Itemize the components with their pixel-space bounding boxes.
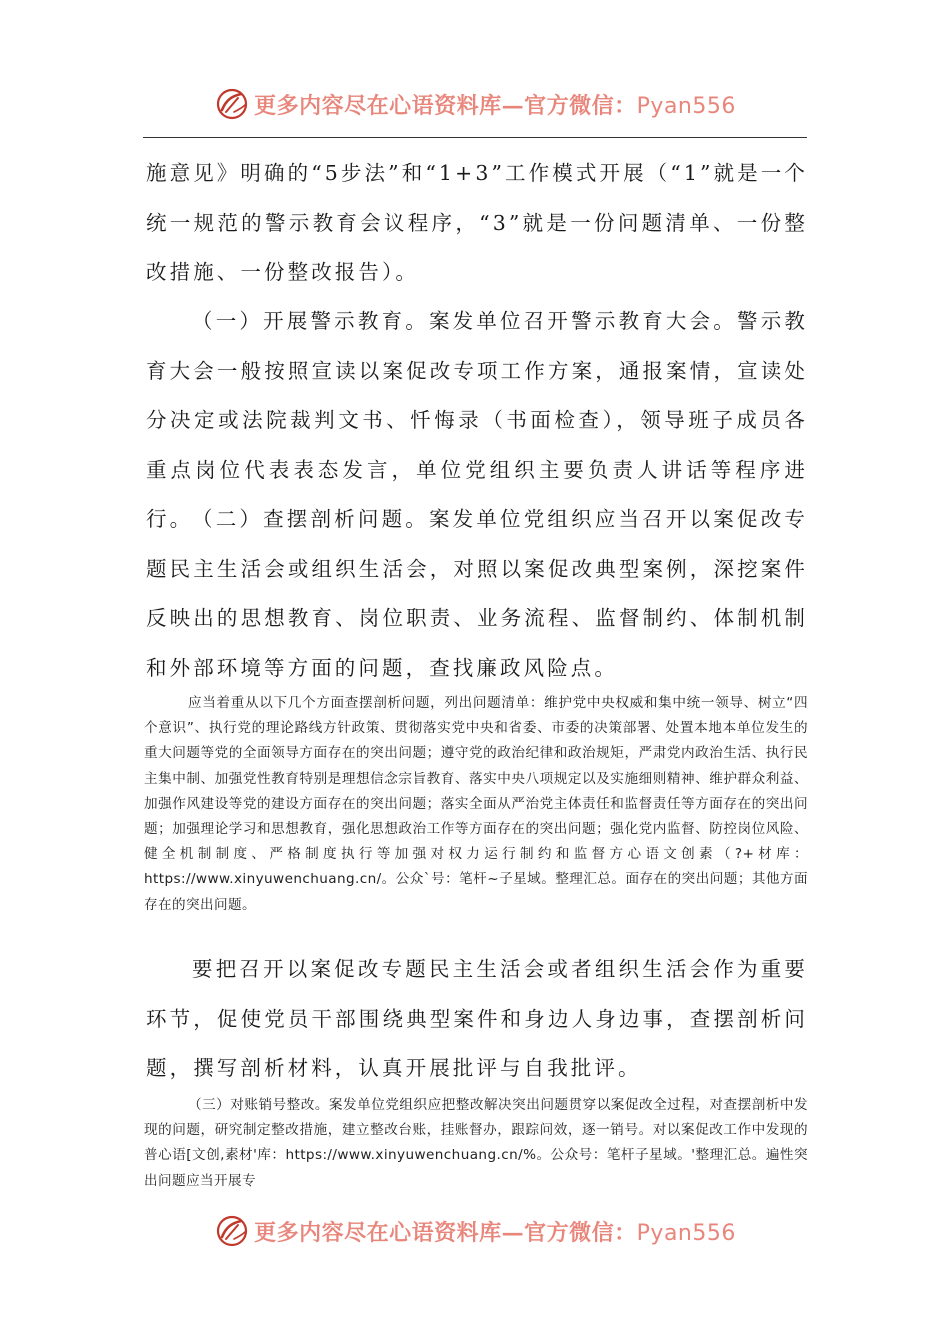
header-divider [143,137,807,138]
paragraph-2: （一）开展警示教育。案发单位召开警示教育大会。警示教育大会一般按照宣读以案促改专项工作方案，通报案情，宣读处分决定或法院裁判文书、忏悔录（书面检查），领导班子成员各重点岗位代表表态发言，单位党组织主要负责人讲话等程序进行。 [146,309,808,531]
brand-text: 更多内容尽在心语资料库—官方微信：Pyan556 [254,92,736,119]
paragraph-1: 施意见》明确的“5步法”和“1+3”工作模式开展（“1”就是一个统一规范的警示教育会议程序，“3”就是一份问题清单、一份整改措施、一份整改报告）。 [146,161,808,284]
paragraph-5: 要把召开以案促改专题民主生活会或者组织生活会作为重要环节，促使党员干部围绕典型案件和身边人身边事，查摆剖析问题，撰写剖析材料，认真开展批评与自我批评。 [146,957,808,1080]
pen-signature-icon [214,86,250,122]
paragraph-6: （三）对账销号整改。案发单位党组织应把整改解决突出问题贯穿以案促改全过程，对查摆剖析中发现的问题，研究制定整改措施，建立整改台账，挂账督办，跟踪问效，逐一销号。对以案促改工作中发现的普心语[文创,素材'库：https://www.xinyuwenchuang.cn/%。公众号：笔杆子星域。'整理汇总。遍性突出问题应当开展专 [144,1097,808,1189]
header-watermark [0,82,950,126]
footer-watermark [0,1209,950,1253]
pen-signature-icon [214,1213,250,1249]
paragraph-3: （二）查摆剖析问题。案发单位党组织应当召开以案促改专题民主生活会或组织生活会，对照以案促改典型案例，深挖案件反映出的思想教育、岗位职责、业务流程、监督制约、体制机制和外部环境等方面的问题，查找廉政风险点。 [146,507,808,680]
paragraph-4: 应当着重从以下几个方面查摆剖析问题，列出问题清单：维护党中央权威和集中统一领导、树立“四个意识”、执行党的理论路线方针政策、贯彻落实党中央和省委、市委的决策部署、处置本地本单位发生的重大问题等党的全面领导方面存在的突出问题；遵守党的政治纪律和政治规矩，严肃党内政治生活、执行民主集中制、加强党性教育特别是理想信念宗旨教育、落实中央八项规定以及实施细则精神、维护群众利益、加强作风建设等党的建设方面存在的突出问题；落实全面从严治党主体责任和监督责任等方面存在的突出问题；加强理论学习和思想教育，强化思想政治工作等方面存在的突出问题；强化党内监督、防控岗位风险、健全机制制度、严格制度执行等加强对权力运行制约和监督方心语文创素（?+材库：https://www.xinyuwenchuang.cn/。公众`号：笔杆~子星域。整理汇总。面存在的突出问题；其他方面存在的突出问题。 [144,695,808,913]
brand-text: 更多内容尽在心语资料库—官方微信：Pyan556 [254,1219,736,1246]
